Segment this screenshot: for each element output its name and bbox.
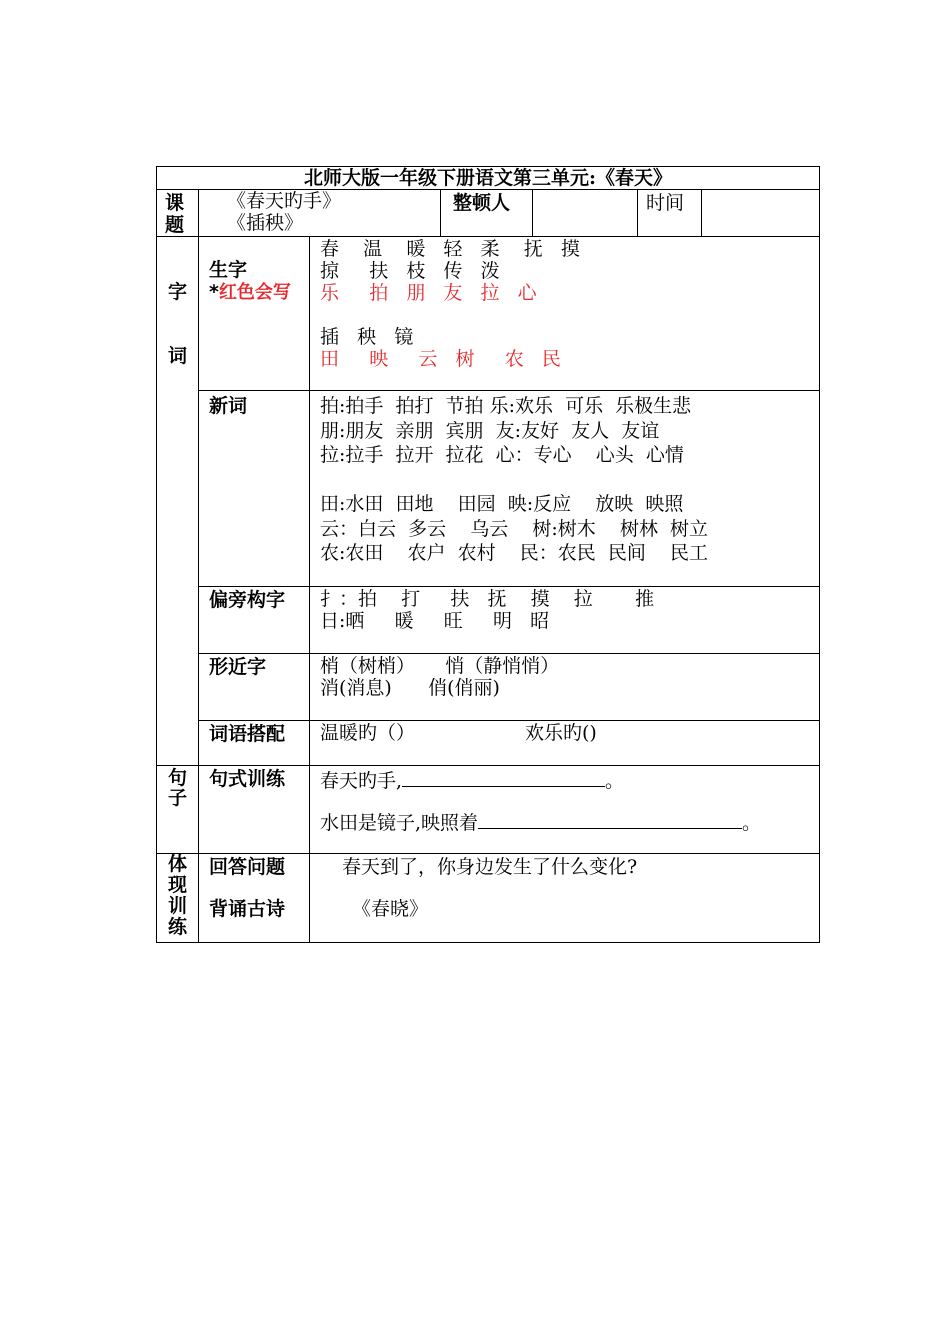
xinci-line: 云：白云 多云 乌云 树:树木 树林 树立 (320, 517, 709, 540)
section-ju (157, 766, 199, 854)
section-ju-char1: 句 (167, 767, 187, 789)
section-tixian-char: 训 (167, 895, 187, 917)
section-zici-char2: 词 (167, 345, 187, 367)
organizer-value (533, 190, 638, 237)
xingjin-label: 形近字 (199, 654, 310, 721)
huida-question: 春天到了，你身边发生了什么变化? (342, 856, 638, 878)
shengzi-row (157, 237, 820, 391)
topic-label: 课题 (157, 190, 199, 237)
shengzi-sublabel: 红色会写 (218, 282, 291, 303)
jushi-s1-suffix: 。 (605, 770, 625, 792)
jushi-s1-prefix: 春天旳手, (320, 770, 403, 792)
section-tixian-char: 现 (167, 874, 187, 896)
section-tixian-char: 练 (167, 916, 187, 938)
jushi-content (310, 766, 820, 854)
xingjin-row (157, 654, 820, 721)
shengzi-asterisk: * (209, 281, 219, 303)
huida-label1: 回答问题 (209, 856, 286, 878)
dapei-content (310, 721, 820, 766)
shengzi-content (310, 237, 820, 391)
xinci-line: 朋:朋友 亲朋 宾朋 友:友好 友人 友谊 (320, 419, 660, 442)
pianpang-label: 偏旁构字 (199, 587, 310, 654)
jushi-s2-blank[interactable] (478, 810, 742, 829)
section-zici (157, 237, 199, 766)
topic-1: 《春天旳手》 (227, 190, 342, 212)
time-value (702, 190, 820, 237)
pianpang-content (310, 587, 820, 654)
huida-poem: 《春晓》 (352, 898, 429, 920)
header-row (157, 190, 820, 237)
xinci-line: 农:农田 农户 农村 民：农民 民间 民工 (320, 542, 709, 564)
pianpang-line2: 日:晒 暖 旺 明 昭 (320, 610, 550, 632)
shengzi-label: 生字 (209, 259, 248, 281)
jushi-row (157, 766, 820, 854)
jushi-s2-suffix: 。 (742, 812, 762, 834)
huida-label-cell (199, 854, 310, 943)
xingjin-content (310, 654, 820, 721)
huida-label2: 背诵古诗 (209, 898, 286, 920)
dapei-row (157, 721, 820, 766)
xinci-content (310, 391, 820, 587)
shengzi-label-cell (199, 237, 310, 391)
xinci-label: 新词 (199, 391, 310, 587)
worksheet-title: 北师大版一年级下册语文第三单元:《春天》 (157, 167, 820, 190)
xinci-line (320, 468, 819, 493)
topic-2: 《插秧》 (227, 212, 304, 234)
lesson-table (156, 166, 820, 943)
xingjin-line1: 梢（树梢） 悄（静悄悄） (320, 655, 560, 677)
dapei-item2: 欢乐旳() (525, 722, 597, 744)
section-zici-char1: 字 (167, 281, 187, 303)
huida-content (310, 854, 820, 943)
xinci-line: 拍:拍手 拍打 节拍 乐:欢乐 可乐 乐极生悲 (320, 395, 692, 417)
shengzi-line2: 掠 扶 枝 传 泼 (320, 260, 500, 282)
xinci-line: 拉:拉手 拉开 拉花 心：专心 心头 心情 (320, 444, 684, 466)
xinci-row (157, 391, 820, 587)
xingjin-line2: 消(消息) 俏(俏丽) (320, 677, 500, 699)
shengzi-line5: 田 映 云 树 农 民 (320, 348, 561, 370)
topic-values (199, 190, 441, 237)
tixian-row (157, 854, 820, 943)
jushi-s2-prefix: 水田是镜子,映照着 (320, 812, 479, 834)
shengzi-line3: 乐 拍 朋 友 拉 心 (320, 282, 537, 304)
dapei-item1: 温暖旳（） (320, 722, 416, 744)
section-ju-char2: 子 (167, 787, 187, 809)
jushi-label: 句式训练 (199, 766, 310, 854)
shengzi-line1: 春 温 暖 轻 柔 抚 摸 (320, 238, 580, 260)
organizer-label: 整顿人 (441, 190, 533, 237)
title-row (157, 167, 820, 190)
xinci-line: 田:水田 田地 田园 映:反应 放映 映照 (320, 493, 684, 515)
section-tixian (157, 854, 199, 943)
dapei-label: 词语搭配 (199, 721, 310, 766)
pianpang-row (157, 587, 820, 654)
time-label: 时间 (638, 190, 702, 237)
jushi-s1-blank[interactable] (402, 768, 605, 787)
shengzi-line4: 插 秧 镜 (320, 326, 414, 348)
pianpang-line1: 扌：拍 打 扶 抚 摸 拉 推 (320, 588, 655, 610)
section-tixian-char: 体 (167, 853, 187, 875)
